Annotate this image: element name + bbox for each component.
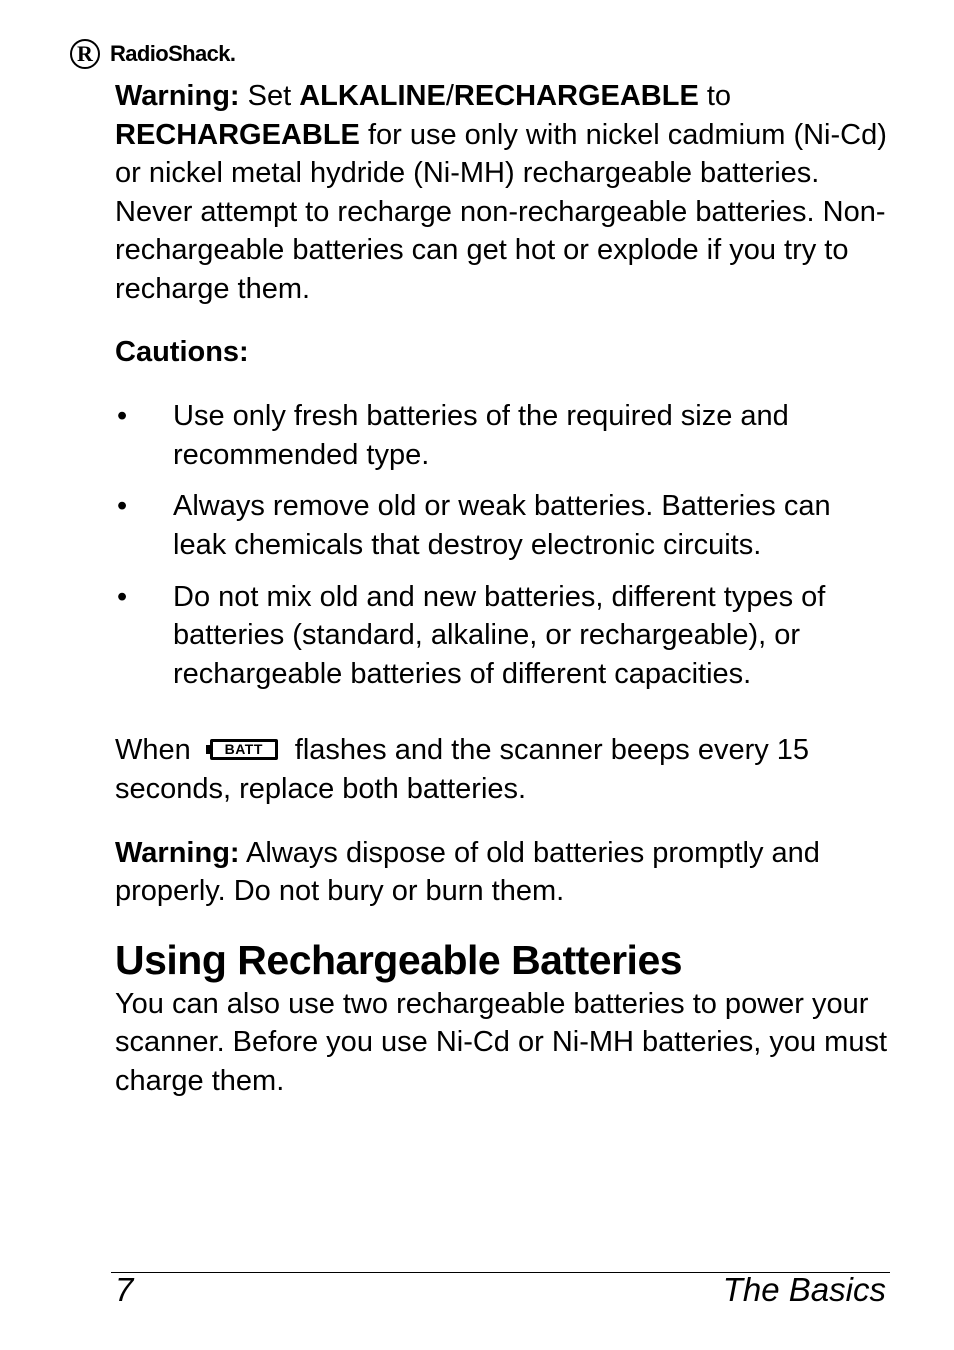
battery-low-icon: BATT: [206, 739, 280, 762]
list-item: • Use only fresh batteries of the required size and recommended type.: [115, 397, 890, 474]
page-number: 7: [115, 1271, 134, 1308]
page-content: [115, 77, 890, 1100]
list-item: • Always remove old or weak batteries. Batteries can leak chemicals that destroy electronic circuits.: [115, 487, 890, 564]
battery-type-warning: Warning: Set ALKALINE/RECHARGEABLE to RECHARGEABLE for use only with nickel cadmium (Ni-Cd) or nickel metal hydride (Ni-MH) rechargeable batteries. Never attempt to recharge non-rechargeable batteries. Non-rechargeable batteries can get hot or explode if you try to recharge them.: [115, 80, 887, 305]
warning-label: Warning:: [115, 80, 240, 112]
bullet-icon: •: [117, 580, 128, 613]
bullet-icon: •: [117, 400, 128, 433]
brand-name: RadioShack.: [110, 41, 236, 66]
cautions-heading: Cautions:: [115, 335, 249, 368]
bullet-icon: •: [117, 490, 128, 523]
section-heading: Using Rechargeable Batteries: [115, 936, 683, 983]
cautions-list: [115, 397, 890, 693]
list-item: • Do not mix old and new batteries, different types of batteries (standard, alkaline, or rechargeable), or rechargeable batteries of different capacities.: [115, 578, 890, 694]
low-battery-notice: When BATT flashes and the scanner beeps every 15 seconds, replace both batteries.: [115, 734, 810, 805]
registered-mark-icon: R: [70, 39, 100, 69]
warning-label: Warning:: [115, 836, 240, 869]
page-footer: [115, 1271, 886, 1309]
chapter-title: The Basics: [722, 1271, 886, 1308]
disposal-warning: Warning: Always dispose of old batteries promptly and properly. Do not bury or burn them.: [115, 836, 820, 908]
section-body: You can also use two rechargeable batteries to power your scanner. Before you use Ni-Cd or Ni-MH batteries, you must charge them.: [115, 987, 888, 1097]
brand-logo: [70, 36, 235, 72]
